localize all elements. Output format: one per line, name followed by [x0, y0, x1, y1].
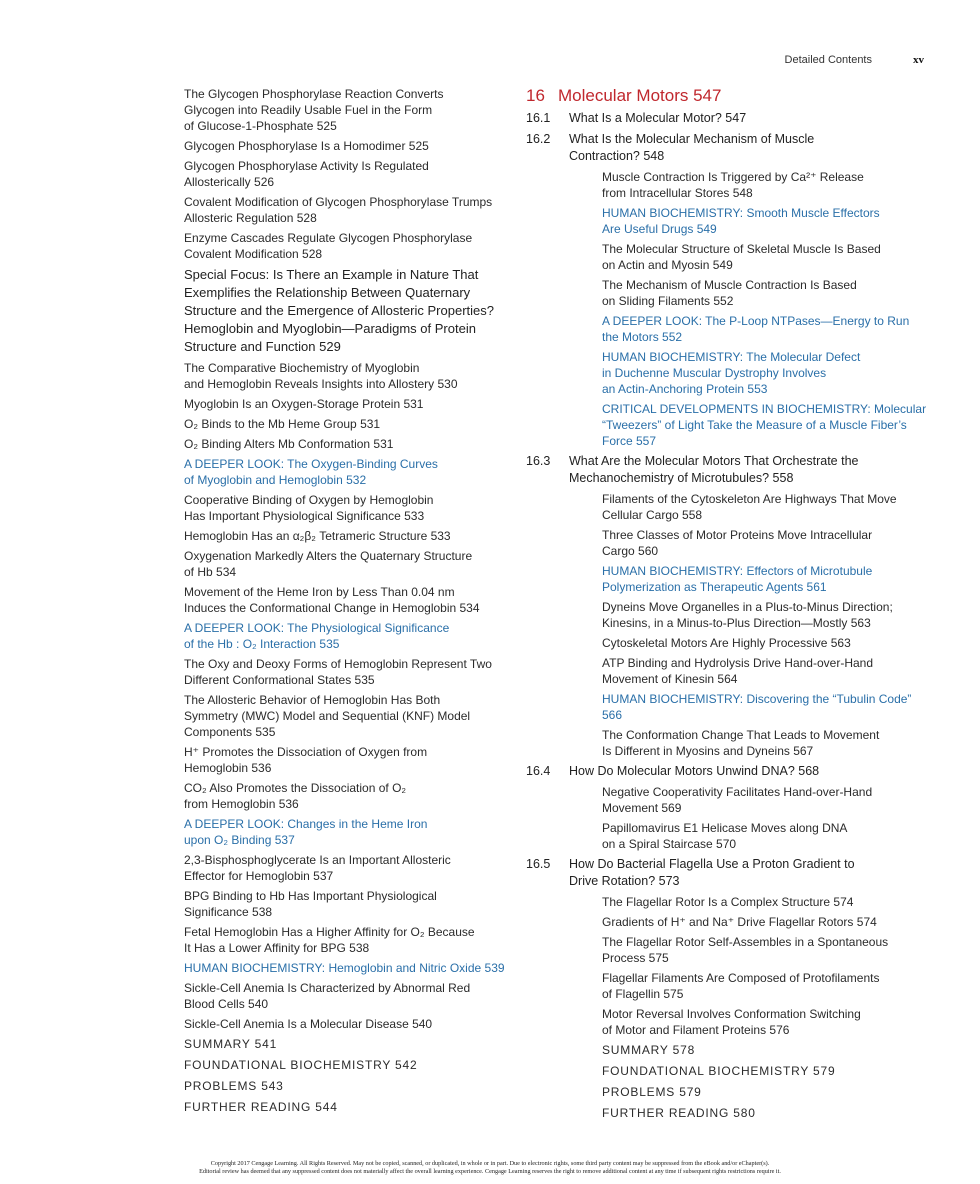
back-matter-entry[interactable]: SUMMARY 578 — [602, 1043, 696, 1057]
toc-entry[interactable]: The Oxy and Deoxy Forms of Hemoglobin Represent Two Different Conformational States 535 — [184, 657, 492, 687]
toc-entry[interactable]: Special Focus: Is There an Example in Nature That Exemplifies the Relationship Between Quaternary Structure and the Emergence of Allosteric Properties? Hemoglobin and Myoglobin—Paradigms of Protein Structure and Function 529 — [184, 267, 494, 354]
toc-entry[interactable]: Papillomavirus E1 Helicase Moves along DNA on a Spiral Staircase 570 — [602, 821, 848, 851]
toc-entry[interactable]: CO₂ Also Promotes the Dissociation of O₂ from Hemoglobin 536 — [184, 781, 407, 811]
back-matter-entry[interactable]: SUMMARY 541 — [184, 1037, 278, 1051]
toc-entry[interactable]: O₂ Binds to the Mb Heme Group 531 — [184, 417, 381, 431]
chapter-title: Molecular Motors 547 — [558, 86, 722, 105]
toc-entry[interactable]: 2,3-Bisphosphoglycerate Is an Important Allosteric Effector for Hemoglobin 537 — [184, 853, 451, 883]
toc-entry[interactable]: Movement of the Heme Iron by Less Than 0.04 nm Induces the Conformational Change in Hemoglobin 534 — [184, 585, 480, 615]
toc-entry[interactable]: The Conformation Change That Leads to Movement Is Different in Myosins and Dyneins 567 — [602, 728, 880, 758]
toc-entry[interactable]: Glycogen Phosphorylase Activity Is Regulated Allosterically 526 — [184, 159, 429, 189]
toc-entry[interactable]: Filaments of the Cytoskeleton Are Highways That Move Cellular Cargo 558 — [602, 492, 897, 522]
toc-entry[interactable]: Hemoglobin Has an α₂β₂ Tetrameric Structure 533 — [184, 529, 451, 543]
back-matter-entry[interactable]: FURTHER READING 580 — [602, 1106, 756, 1120]
back-matter-entry[interactable]: FURTHER READING 544 — [184, 1100, 338, 1114]
toc-entry[interactable]: O₂ Binding Alters Mb Conformation 531 — [184, 437, 394, 451]
toc-entry[interactable]: Fetal Hemoglobin Has a Higher Affinity for O₂ Because It Has a Lower Affinity for BPG 538 — [184, 925, 475, 955]
toc-entry[interactable]: Cooperative Binding of Oxygen by Hemoglobin Has Important Physiological Significance 533 — [184, 493, 434, 523]
back-matter-entry[interactable]: FOUNDATIONAL BIOCHEMISTRY 542 — [184, 1058, 418, 1072]
feature-box-entry[interactable]: HUMAN BIOCHEMISTRY: Discovering the “Tubulin Code” 566 — [602, 692, 912, 722]
toc-left-column — [184, 86, 514, 1120]
toc-entry[interactable]: Sickle-Cell Anemia Is a Molecular Disease 540 — [184, 1017, 433, 1031]
chapter-number: 16 — [526, 86, 545, 105]
toc-entry[interactable]: Muscle Contraction Is Triggered by Ca²⁺ Release from Intracellular Stores 548 — [602, 170, 864, 200]
toc-entry[interactable]: ATP Binding and Hydrolysis Drive Hand-over-Hand Movement of Kinesin 564 — [602, 656, 874, 686]
toc-entry[interactable]: Gradients of H⁺ and Na⁺ Drive Flagellar Rotors 574 — [602, 915, 877, 929]
toc-entry[interactable]: The Flagellar Rotor Is a Complex Structure 574 — [602, 895, 854, 909]
feature-box-entry[interactable]: HUMAN BIOCHEMISTRY: Effectors of Microtubule Polymerization as Therapeutic Agents 561 — [602, 564, 873, 594]
toc-entry[interactable]: The Allosteric Behavior of Hemoglobin Has Both Symmetry (MWC) Model and Sequential (KNF) Model Components 535 — [184, 693, 471, 739]
feature-box-entry[interactable]: HUMAN BIOCHEMISTRY: Hemoglobin and Nitric Oxide 539 — [184, 961, 505, 975]
feature-box-entry[interactable]: A DEEPER LOOK: The Oxygen-Binding Curves of Myoglobin and Hemoglobin 532 — [184, 457, 438, 487]
section-heading[interactable] — [526, 856, 930, 890]
toc-entry[interactable]: The Comparative Biochemistry of Myoglobin and Hemoglobin Reveals Insights into Allostery 530 — [184, 361, 458, 391]
section-heading[interactable] — [526, 763, 930, 780]
running-header — [0, 54, 980, 70]
toc-entry[interactable]: The Glycogen Phosphorylase Reaction Converts Glycogen into Readily Usable Fuel in the Form of Glucose-1-Phosphate 525 — [184, 87, 444, 133]
section-heading[interactable] — [526, 110, 930, 127]
section-title: How Do Molecular Motors Unwind DNA? 568 — [569, 764, 820, 778]
section-title: What Are the Molecular Motors That Orchestrate the Mechanochemistry of Microtubules? 558 — [569, 454, 859, 485]
toc-entry[interactable]: The Mechanism of Muscle Contraction Is Based on Sliding Filaments 552 — [602, 278, 857, 308]
section-title: What Is a Molecular Motor? 547 — [569, 111, 747, 125]
toc-entry[interactable]: Cytoskeletal Motors Are Highly Processive 563 — [602, 636, 851, 650]
toc-entry[interactable]: Negative Cooperativity Facilitates Hand-over-Hand Movement 569 — [602, 785, 873, 815]
copyright-line-1: Copyright 2017 Cengage Learning. All Rights Reserved. May not be copied, scanned, or duplicated, in whole or in part. Due to electronic rights, some third party content may be suppressed from the eBook and/or eChapter(s). — [210, 1160, 770, 1167]
toc-entry[interactable]: Covalent Modification of Glycogen Phosphorylase Trumps Allosteric Regulation 528 — [184, 195, 493, 225]
toc-entry[interactable]: Motor Reversal Involves Conformation Switching of Motor and Filament Proteins 576 — [602, 1007, 861, 1037]
toc-entry[interactable]: Flagellar Filaments Are Composed of Protofilaments of Flagellin 575 — [602, 971, 880, 1001]
section-title: What Is the Molecular Mechanism of Muscle Contraction? 548 — [569, 132, 815, 163]
toc-entry[interactable]: Three Classes of Motor Proteins Move Intracellular Cargo 560 — [602, 528, 873, 558]
feature-box-entry[interactable]: A DEEPER LOOK: Changes in the Heme Iron upon O₂ Binding 537 — [184, 817, 428, 847]
copyright-footer — [0, 1160, 980, 1176]
toc-entry[interactable]: H⁺ Promotes the Dissociation of Oxygen from Hemoglobin 536 — [184, 745, 428, 775]
toc-entry[interactable]: Dyneins Move Organelles in a Plus-to-Minus Direction; Kinesins, in a Minus-to-Plus Direction—Mostly 563 — [602, 600, 893, 630]
feature-box-entry[interactable]: HUMAN BIOCHEMISTRY: The Molecular Defect in Duchenne Muscular Dystrophy Involves an Actin-Anchoring Protein 553 — [602, 350, 861, 396]
back-matter-entry[interactable]: FOUNDATIONAL BIOCHEMISTRY 579 — [602, 1064, 836, 1078]
toc-entry[interactable]: Enzyme Cascades Regulate Glycogen Phosphorylase Covalent Modification 528 — [184, 231, 473, 261]
feature-box-entry[interactable]: CRITICAL DEVELOPMENTS IN BIOCHEMISTRY: Molecular “Tweezers” of Light Take the Measure of a Muscle Fiber’s Force 557 — [602, 402, 927, 448]
section-subentries — [602, 169, 930, 449]
section-subentries — [602, 894, 930, 1038]
toc-entry[interactable]: Myoglobin Is an Oxygen-Storage Protein 531 — [184, 397, 424, 411]
toc-entry[interactable]: The Molecular Structure of Skeletal Muscle Is Based on Actin and Myosin 549 — [602, 242, 881, 272]
back-matter-entry[interactable]: PROBLEMS 543 — [184, 1079, 284, 1093]
feature-box-entry[interactable]: A DEEPER LOOK: The Physiological Significance of the Hb : O₂ Interaction 535 — [184, 621, 450, 651]
section-subentries — [602, 491, 930, 759]
copyright-line-2: Editorial review has deemed that any suppressed content does not materially affect the overall learning experience. Cengage Learning reserves the right to remove additional content at any time if subsequent rights restrictions require it. — [199, 1168, 781, 1175]
chapter-heading — [526, 86, 930, 106]
toc-entry[interactable]: The Flagellar Rotor Self-Assembles in a Spontaneous Process 575 — [602, 935, 889, 965]
section-subentries — [602, 784, 930, 852]
toc-right-column — [526, 86, 930, 1126]
chapter-back-matter — [602, 1042, 930, 1121]
feature-box-entry[interactable]: HUMAN BIOCHEMISTRY: Smooth Muscle Effectors Are Useful Drugs 549 — [602, 206, 880, 236]
section-heading[interactable] — [526, 453, 930, 487]
toc-entry[interactable]: Sickle-Cell Anemia Is Characterized by Abnormal Red Blood Cells 540 — [184, 981, 471, 1011]
section-title: How Do Bacterial Flagella Use a Proton Gradient to Drive Rotation? 573 — [569, 857, 855, 888]
running-header-label: Detailed Contents — [784, 54, 872, 66]
section-number: 16.5 — [526, 857, 551, 871]
section-heading[interactable] — [526, 131, 930, 165]
toc-entry[interactable]: Glycogen Phosphorylase Is a Homodimer 525 — [184, 139, 429, 153]
page-number: xv — [913, 54, 924, 66]
section-number: 16.3 — [526, 454, 551, 468]
section-number: 16.1 — [526, 111, 551, 125]
toc-entry[interactable]: Oxygenation Markedly Alters the Quaternary Structure of Hb 534 — [184, 549, 473, 579]
toc-entry[interactable]: BPG Binding to Hb Has Important Physiological Significance 538 — [184, 889, 437, 919]
feature-box-entry[interactable]: A DEEPER LOOK: The P-Loop NTPases—Energy to Run the Motors 552 — [602, 314, 910, 344]
section-number: 16.2 — [526, 132, 551, 146]
section-list — [526, 110, 930, 1038]
section-number: 16.4 — [526, 764, 551, 778]
back-matter-entry[interactable]: PROBLEMS 579 — [602, 1085, 702, 1099]
